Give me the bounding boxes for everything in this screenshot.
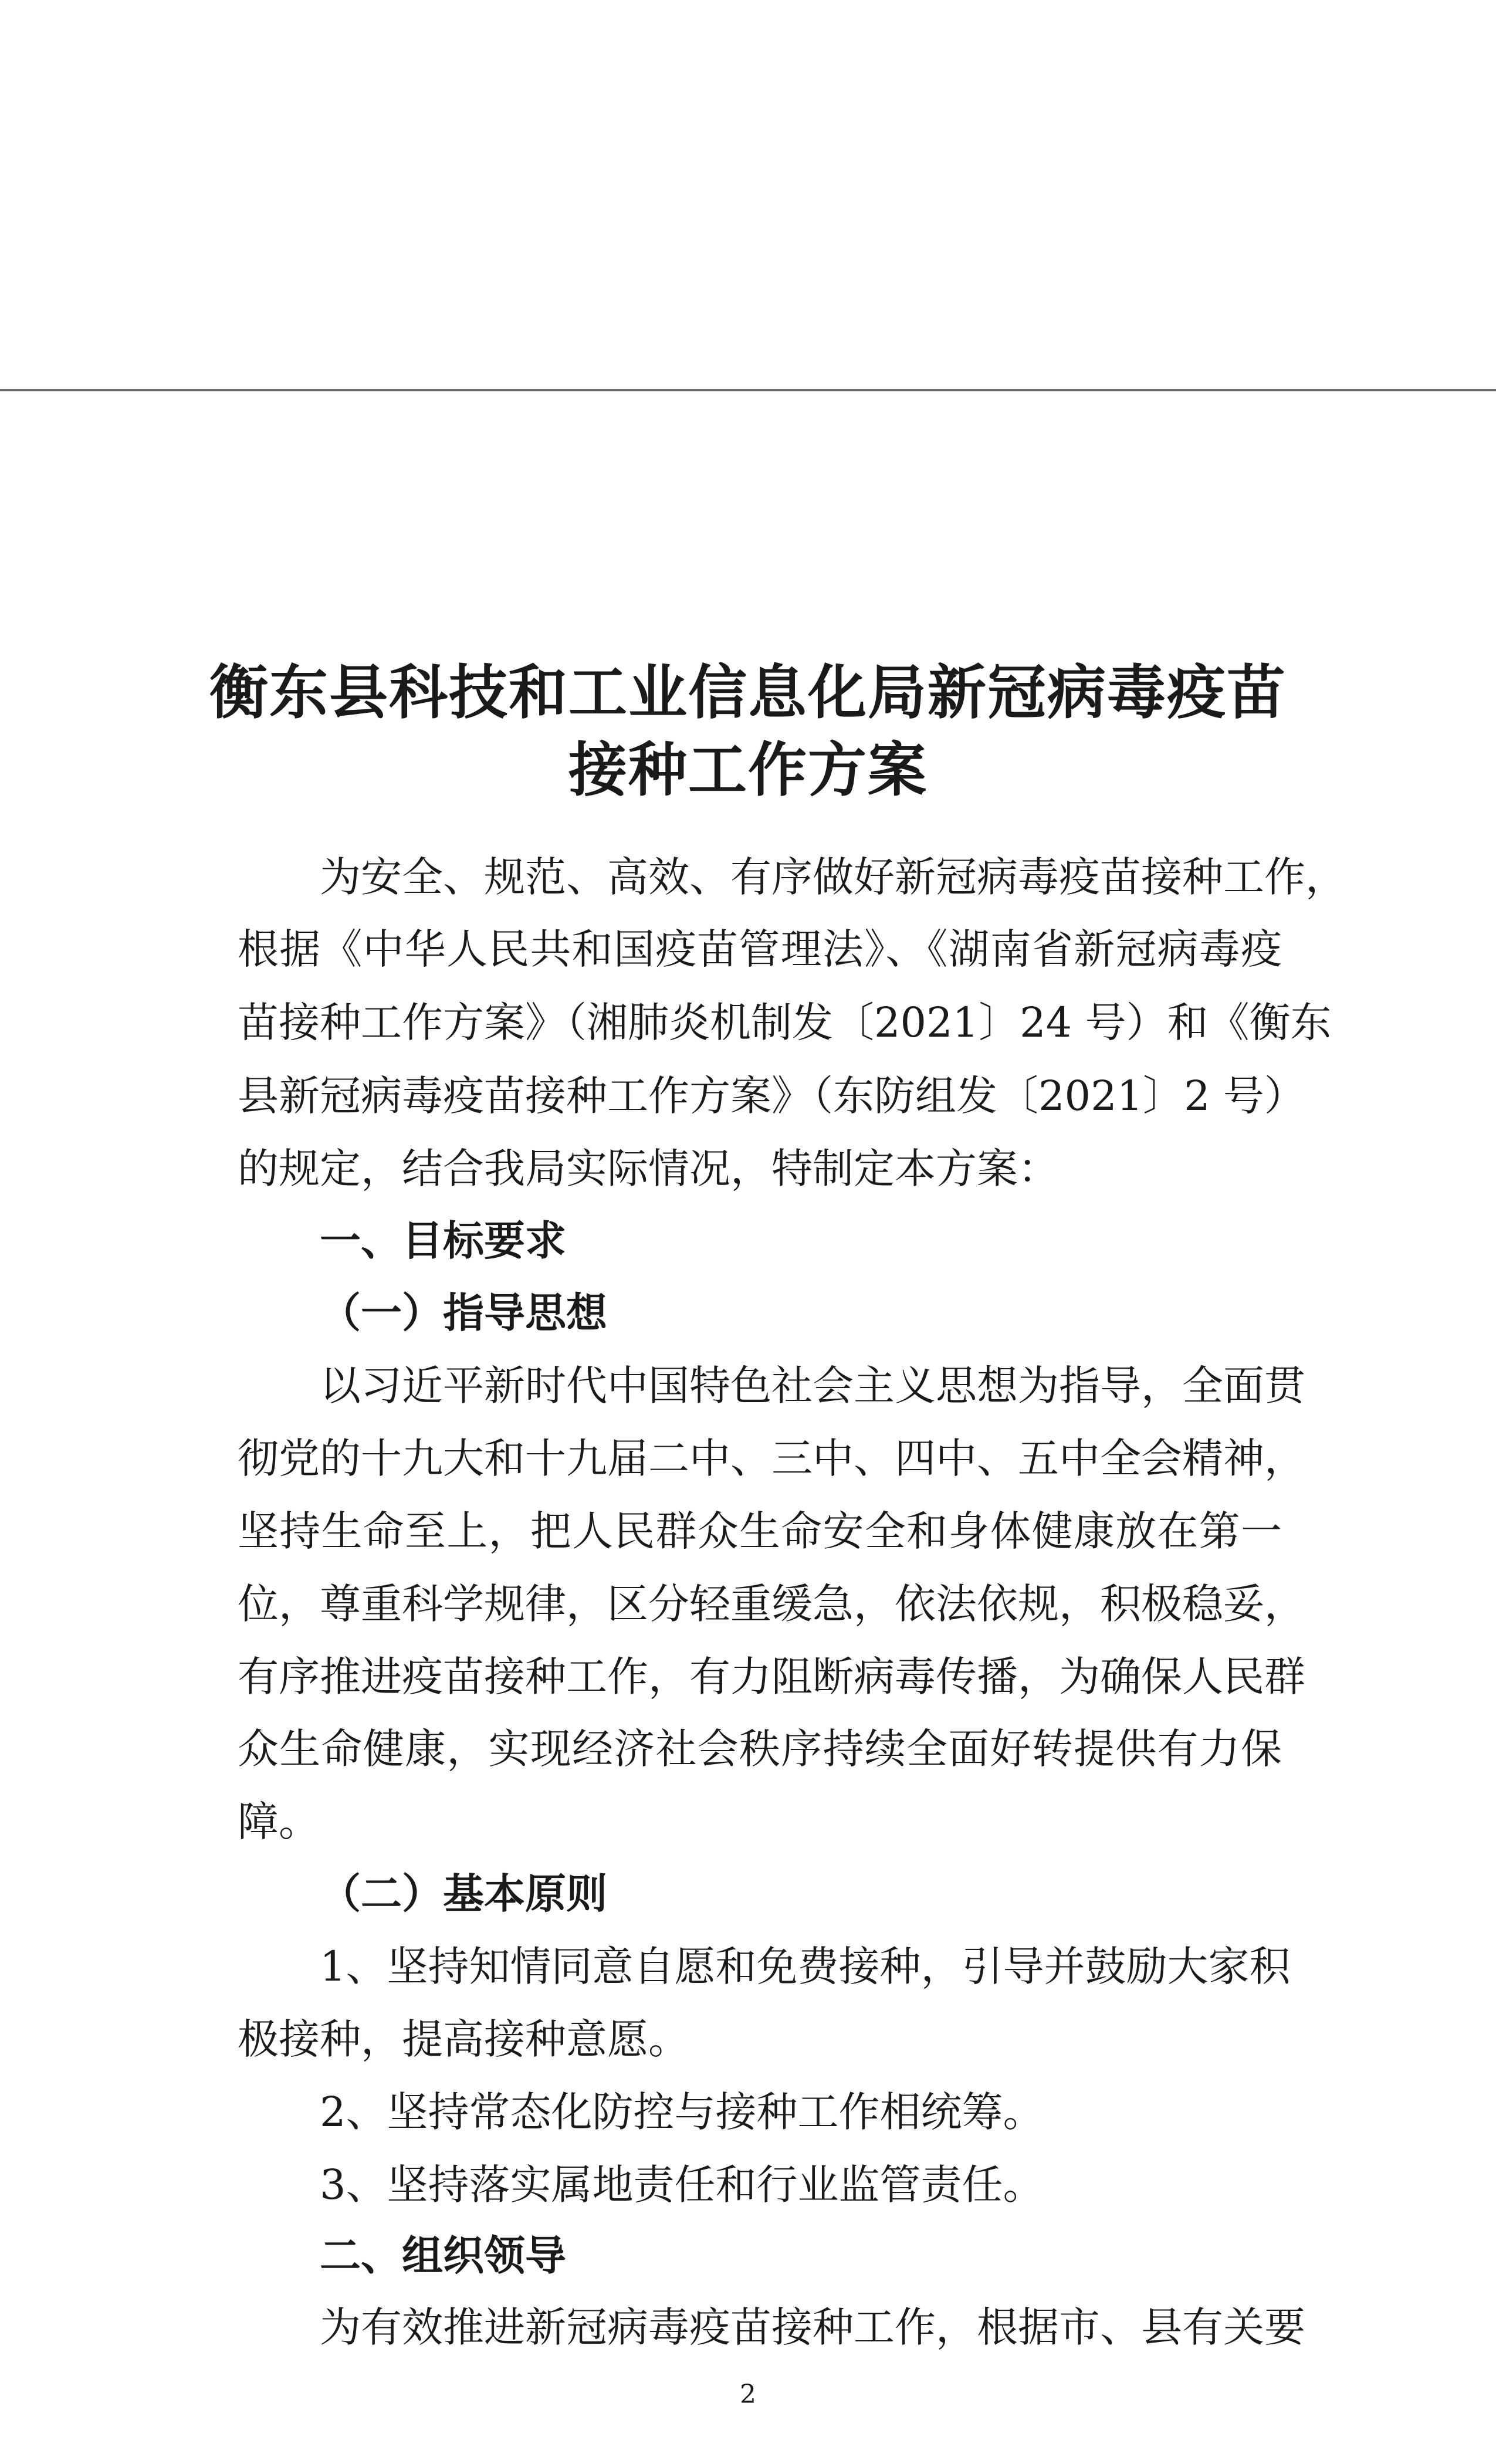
guiding-line-2: 彻党的十九大和十九届二中、三中、四中、五中全会精神，: [238, 1434, 1305, 1483]
guiding-line-4: 位，尊重科学规律，区分轻重缓急，依法依规，积极稳妥，: [238, 1580, 1305, 1628]
document-title-line-1: 衡东县科技和工业信息化局新冠病毒疫苗: [209, 658, 1287, 727]
document-title-line-2: 接种工作方案: [568, 735, 928, 804]
section-1-heading: 一、目标要求: [320, 1217, 566, 1265]
guiding-line-7: 障。: [238, 1798, 320, 1846]
principle-1-line-1: 1、坚持知情同意自愿和免费接种，引导并鼓励大家积: [320, 1942, 1291, 1991]
intro-line-1: 为安全、规范、高效、有序做好新冠病毒疫苗接种工作，: [320, 853, 1346, 901]
intro-line-4: 县新冠病毒疫苗接种工作方案》（东防组发〔2021〕2 号）: [238, 1072, 1305, 1120]
section-2-heading: 二、组织领导: [320, 2232, 566, 2280]
principle-2: 2、坚持常态化防控与接种工作相统筹。: [320, 2088, 1044, 2136]
principle-3: 3、坚持落实属地责任和行业监管责任。: [320, 2161, 1044, 2209]
guiding-line-3: 坚持生命至上，把人民群众生命安全和身体健康放在第一: [238, 1507, 1282, 1555]
organization-line-1: 为有效推进新冠病毒疫苗接种工作，根据市、县有关要: [320, 2303, 1305, 2351]
guiding-line-5: 有序推进疫苗接种工作，有力阻断病毒传播，为确保人民群: [238, 1653, 1305, 1701]
intro-line-3: 苗接种工作方案》（湘肺炎机制发〔2021〕24 号）和《衡东: [238, 999, 1332, 1047]
top-rule: [0, 389, 1496, 391]
section-1-sub-1-heading: （一）指导思想: [320, 1289, 607, 1337]
intro-line-2: 根据《中华人民共和国疫苗管理法》、《湖南省新冠病毒疫: [238, 925, 1282, 973]
section-1-sub-2-heading: （二）基本原则: [320, 1870, 607, 1918]
principle-1-line-2: 极接种，提高接种意愿。: [238, 2015, 689, 2063]
page-number: 2: [740, 2380, 756, 2409]
guiding-line-1: 以习近平新时代中国特色社会主义思想为指导，全面贯: [320, 1362, 1305, 1410]
guiding-line-6: 众生命健康，实现经济社会秩序持续全面好转提供有力保: [238, 1725, 1282, 1773]
intro-line-5: 的规定，结合我局实际情况，特制定本方案：: [238, 1145, 1059, 1193]
